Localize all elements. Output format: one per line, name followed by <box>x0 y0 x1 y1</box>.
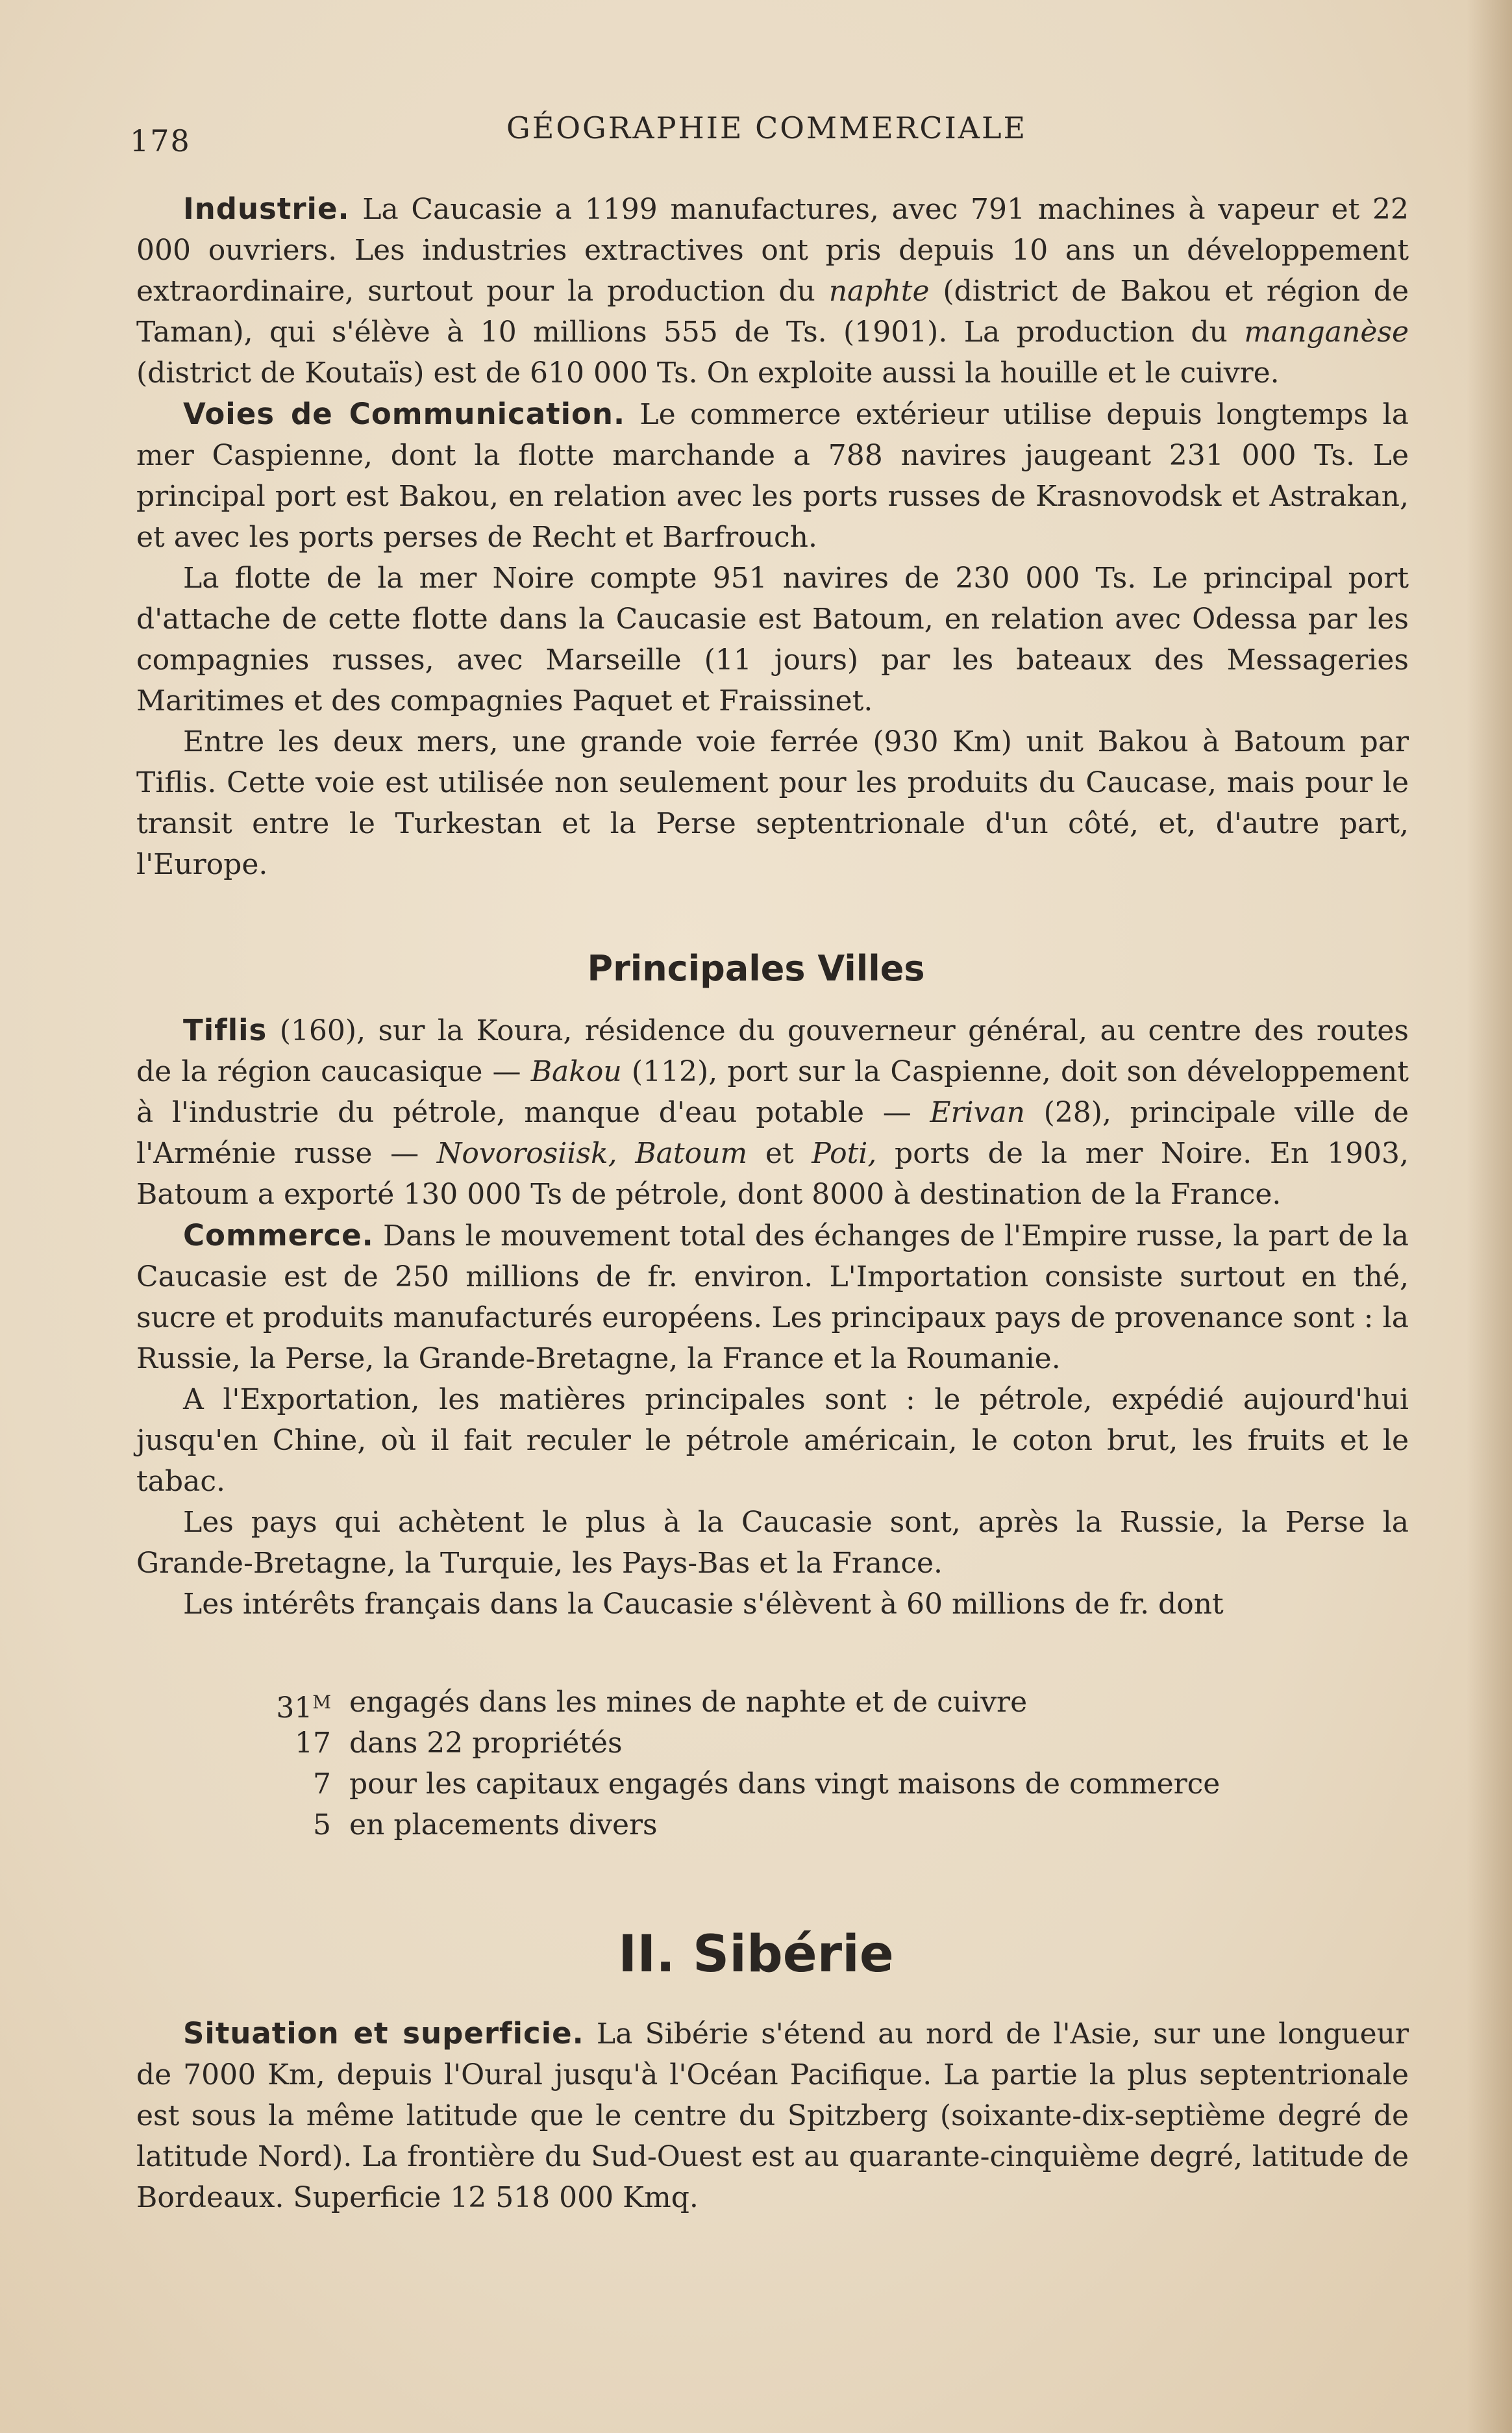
lead-situation: Situation et superficie. <box>183 2016 584 2051</box>
heading-principales-villes: Principales Villes <box>587 948 925 989</box>
lead-tiflis: Tiflis <box>183 1013 267 1047</box>
list-item <box>260 1723 1363 1764</box>
page-edge-shadow <box>1467 0 1512 2433</box>
italic-term-manganese: manganèse <box>1244 316 1409 349</box>
list-item-desc: engagés dans les mines de naphte et de cuivre <box>349 1686 1028 1719</box>
list-item-desc: pour les capitaux engagés dans vingt maisons de commerce <box>349 1767 1221 1801</box>
paragraph-industrie <box>136 188 1409 393</box>
text-segment: ports de la mer Noire. En 1903, Batoum a exporté 130 000 Ts de pétrole, dont 8000 à destination de la France. <box>136 1137 1409 1211</box>
list-item <box>260 1764 1363 1804</box>
amount-value: 31 <box>276 1691 313 1725</box>
list-item-amount <box>260 1764 349 1804</box>
italic-city-poti: Poti, <box>812 1137 877 1170</box>
list-item-amount <box>260 1682 349 1723</box>
paragraph-commerce <box>136 1215 1409 1379</box>
italic-city-bakou: Bakou <box>530 1055 622 1088</box>
text-segment: Dans le mouvement total des échanges de l'Empire russe, la part de la Caucasie est de 250 millions de fr. environ. L'Importation consiste surtout en thé, sucre et produits manufacturés européens. Les principaux pays de provenance sont : la Russie, la Perse, la Grande-Bretagne, la France et la Roumanie. <box>136 1219 1409 1375</box>
list-item-amount <box>260 1723 349 1764</box>
paragraph-flotte: La flotte de la mer Noire compte 951 navires de 230 000 Ts. Le principal port d'attache de cette flotte dans la Caucasie est Batoum, en relation avec Odessa par les compagnies russes, avec Marseille (11 jours) par les bateaux des Messageries Maritimes et des compagnies Paquet et Fraissinet. <box>136 562 1409 717</box>
text-segment: (district de Bakou et région de Taman), qui s'élève à 10 millions 555 de Ts. (1901). La production du <box>136 275 1409 349</box>
lead-industrie: Industrie. <box>183 192 350 226</box>
section-industrie-voies <box>136 188 1409 885</box>
paragraph-exportation: A l'Exportation, les matières principales sont : le pétrole, expédié aujourd'hui jusqu'en Chine, où il fait reculer le pétrole américain, le coton brut, les fruits et le tabac. <box>136 1383 1409 1498</box>
list-item-desc: en placements divers <box>349 1808 658 1841</box>
paragraph-voie-ferree: Entre les deux mers, une grande voie ferrée (930 Km) unit Bakou à Batoum par Tiflis. Cette voie est utilisée non seulement pour les produits du Caucase, mais pour le transit entre le Turkestan et la Perse septentrionale d'un côté, et, d'autre part, l'Europe. <box>136 725 1409 881</box>
running-title: GÉOGRAPHIE COMMERCIALE <box>506 110 1028 145</box>
text-segment: (112), port sur la Caspienne, doit son développement à l'industrie du pétrole, manque d'eau potable — <box>136 1055 1409 1129</box>
italic-term-naphte: naphte <box>828 275 930 308</box>
paragraph-interets: Les intérêts français dans la Caucasie s'élèvent à 60 millions de fr. dont <box>183 1588 1224 1621</box>
heading-siberie: II. Sibérie <box>618 1925 894 1984</box>
paragraph-villes <box>136 1010 1409 1215</box>
text-segment: et <box>747 1137 812 1170</box>
amount-unit: M <box>312 1691 331 1713</box>
amount-value: 17 <box>295 1727 331 1760</box>
list-item <box>260 1682 1363 1723</box>
section-villes-commerce <box>136 1010 1409 1625</box>
text-segment: (160), sur la Koura, résidence du gouverneur général, au centre des routes de la région caucasique — <box>136 1014 1409 1088</box>
text-segment: La Caucasie a 1199 manufactures, avec 791 machines à vapeur et 22 000 ouvriers. Les industries extractives ont pris depuis 10 ans un développement extraordinaire, surtout pour la production du <box>136 193 1409 308</box>
text-segment: (28), principale ville de l'Arménie russe — <box>136 1096 1409 1170</box>
text-segment: La Sibérie s'étend au nord de l'Asie, sur une longueur de 7000 Km, depuis l'Oural jusqu'à l'Océan Pacifique. La partie la plus septentrionale est sous la même latitude que le centre du Spitzberg (soixante-dix-septième degré de latitude Nord). La frontière du Sud-Ouest est au quarante-cinquième degré, latitude de Bordeaux. Superficie 12 518 000 Kmq. <box>136 2017 1409 2214</box>
paragraph-voies <box>136 393 1409 558</box>
text-segment: (district de Koutaïs) est de 610 000 Ts. On exploite aussi la houille et le cuivre. <box>136 356 1280 390</box>
list-item-desc: dans 22 propriétés <box>349 1727 623 1760</box>
paragraph-pays-acheteurs: Les pays qui achètent le plus à la Caucasie sont, après la Russie, la Perse la Grande-Bretagne, la Turquie, les Pays-Bas et la France. <box>136 1506 1409 1580</box>
section-siberie <box>136 2013 1409 2218</box>
lead-voies: Voies de Communication. <box>183 397 626 431</box>
page-number: 178 <box>130 123 191 158</box>
text-segment: Le commerce extérieur utilise depuis longtemps la mer Caspienne, dont la flotte marchande a 788 navires jaugeant 231 000 Ts. Le principal port est Bakou, en relation avec les ports russes de Krasnovodsk et Astrakan, et avec les ports perses de Recht et Barfrouch. <box>136 398 1409 554</box>
page-header <box>130 110 1376 162</box>
italic-city-erivan: Erivan <box>930 1096 1026 1129</box>
italic-city-novorossiisk: Novorosiisk, Batoum <box>436 1137 748 1170</box>
list-item-amount <box>260 1804 349 1845</box>
amount-value: 5 <box>313 1808 331 1841</box>
list-item <box>260 1804 1363 1845</box>
paragraph-situation <box>136 2013 1409 2218</box>
interests-list <box>260 1682 1363 1845</box>
lead-commerce: Commerce. <box>183 1218 374 1253</box>
amount-value: 7 <box>313 1767 331 1801</box>
